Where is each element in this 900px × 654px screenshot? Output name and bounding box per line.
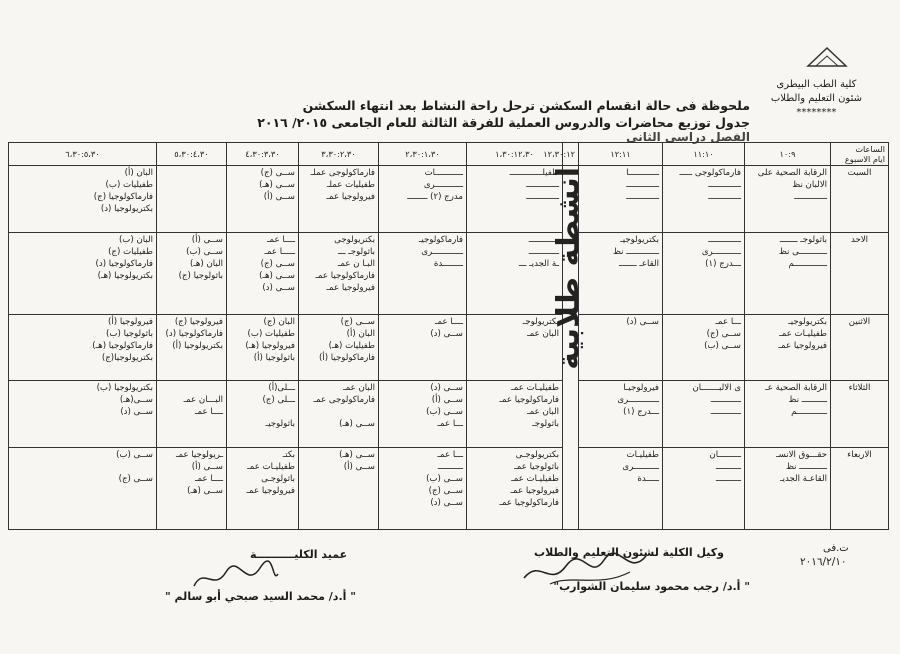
schedule-cell <box>745 381 831 448</box>
schedule-cell <box>9 166 157 233</box>
vice-dean-name: " أ.د/ رجب محمود سليمان الشوارب" <box>553 580 750 593</box>
session-entry: باثولوجيـ <box>265 419 295 430</box>
schedule-cell <box>467 232 563 314</box>
schedule-cell <box>157 166 227 233</box>
session-entry: ــــا عمـ <box>194 473 223 484</box>
schedule-cell <box>157 381 227 448</box>
session-entry: البـــان عمـ <box>183 395 223 406</box>
session-entry: ـــــــــــات <box>424 168 463 178</box>
schedule-cell <box>227 166 299 233</box>
session-entry: ــــــــــــ <box>710 395 741 406</box>
semester-label: الفصل دراسى الثانى <box>626 130 750 144</box>
session-entry <box>302 406 375 418</box>
session-entry: ــــــــــــا <box>626 168 659 178</box>
session-entry: البان عمـ <box>527 328 559 339</box>
schedule-cell <box>663 166 745 233</box>
session-entry: طفيلـــــــــــــ <box>509 168 559 178</box>
day-row <box>9 232 889 314</box>
schedule-cell <box>227 381 299 448</box>
session-entry: ـــدرج (١) <box>705 258 741 269</box>
session-entry: ـــــــــــــ <box>626 180 659 190</box>
schedule-cell <box>227 447 299 529</box>
schedule-cell <box>579 381 663 448</box>
schedule-table <box>8 142 889 530</box>
session-entry: فيرولوجيـا <box>623 383 659 394</box>
schedule-cell <box>299 166 379 233</box>
session-entry: ـــــــــــــ <box>526 192 559 202</box>
session-entry: البان (ج) <box>263 316 295 327</box>
session-entry: باثولوجيا عمـ <box>514 461 559 472</box>
session-entry: فارماكولوجيا (د) <box>165 328 223 339</box>
schedule-cell <box>379 166 467 233</box>
day-label: الاثنين <box>831 314 889 381</box>
session-entry: ســى (د) <box>120 407 153 418</box>
session-entry: طفيليـات عمـ <box>511 473 559 484</box>
dean-name: " أ.د/ محمد السيد صبحي أبو سالم " <box>165 590 356 603</box>
time-slot-header: ٦،٣٠:٥،٣٠ <box>9 143 157 166</box>
session-entry: فيرولوجيا (هـ) <box>245 340 295 351</box>
weekdays-label: ايام الاسبوع <box>844 154 885 164</box>
schedule-cell <box>299 447 379 529</box>
session-entry: ســى (د) <box>430 497 463 508</box>
session-entry: ــــــــــــ <box>528 234 559 245</box>
session-entry: ـــــــــــــ <box>626 192 659 202</box>
session-entry: فيرولوجيا (ج) <box>174 316 223 327</box>
session-entry: القاعـة الجديـ <box>780 473 827 484</box>
schedule-cell <box>299 314 379 381</box>
reference-label: ت.فى <box>823 543 849 554</box>
schedule-cell <box>227 232 299 314</box>
session-entry: ـريولوجيا عمـ <box>175 449 223 460</box>
schedule-cell <box>663 232 745 314</box>
session-entry: مدرج (٢) ــــــــ <box>407 192 463 202</box>
schedule-cell <box>157 314 227 381</box>
session-entry: فارماكولوجيا (هـ) <box>92 340 153 351</box>
session-entry: باثولوجيا (أ) <box>253 352 295 363</box>
time-slot-header: ١٠:٩ <box>745 143 831 166</box>
schedule-cell <box>299 232 379 314</box>
session-entry: ــــا عمـ <box>434 316 463 327</box>
session-entry: بكتريولوجيا (د) <box>100 204 153 214</box>
schedule-cell <box>663 381 745 448</box>
session-entry: بكتـ <box>282 449 295 460</box>
session-entry: ـــــــــــــ <box>794 192 827 202</box>
header-stars: ******** <box>796 107 837 118</box>
session-entry: فارماكولوجيا عمـ <box>499 497 559 508</box>
session-entry: ســى (ج) <box>428 485 463 496</box>
session-entry: فيرولوجيا عمـ <box>326 192 375 202</box>
session-entry: فارماكولوجيا (أ) <box>318 352 375 363</box>
session-entry: الرقابة الصحية عـ <box>765 383 827 394</box>
faculty-name: كلية الطب البيطرى <box>776 79 857 90</box>
session-entry: فيرولوجيا (أ) <box>108 316 153 327</box>
session-entry: ــــــــــــرى <box>421 246 463 257</box>
session-entry: فيرولوجيا عمـ <box>510 485 559 496</box>
session-entry: ســى (أ) <box>343 461 375 472</box>
schedule-cell <box>9 314 157 381</box>
day-label: الاحد <box>831 232 889 314</box>
schedule-cell <box>299 381 379 448</box>
session-entry: فارماكولوجيا عمـ <box>499 395 559 406</box>
session-entry: بكتريولوجيا (هـ) <box>97 270 153 281</box>
day-label: السبت <box>831 166 889 233</box>
session-entry: بكتريولوجـ <box>522 316 559 327</box>
session-entry: فارماكولوجيا (د) <box>95 258 153 269</box>
session-entry: ــــــــــ نظ <box>788 395 827 406</box>
session-entry: ى الالبـــــــان <box>692 383 741 394</box>
session-entry: طفيليـات <box>626 449 659 460</box>
session-entry: فيرولوجيا عمـ <box>246 485 295 496</box>
session-entry: ـــــــــــــ نظ <box>612 246 659 257</box>
session-entry: حقـــوق الانسـ <box>776 449 827 460</box>
session-entry: ســى (هـ) <box>339 449 375 460</box>
session-entry: ــــــــــــم <box>791 407 827 418</box>
student-activities-cell <box>551 166 586 530</box>
time-slot-header: ٤،٣٠:٣،٣٠ <box>227 143 299 166</box>
session-entry <box>160 382 223 394</box>
session-entry: ـة الجديـ ـــ <box>518 258 559 269</box>
schedule-cell <box>745 166 831 233</box>
time-slot-header: ٥،٣٠:٤،٣٠ <box>157 143 227 166</box>
session-entry: ســى (ج) <box>260 168 295 178</box>
session-entry: طفيليات (هـ) <box>328 340 375 351</box>
session-entry: ســى (ب) <box>116 449 153 460</box>
schedule-title: جدول توزيع محاضرات والدروس العملية للفرقة الثالثة للعام الجامعى ٢٠١٥/ ٢٠١٦ <box>257 115 750 130</box>
session-entry: ـــــــــــــ <box>708 234 741 245</box>
session-entry: بكتريولوجى <box>334 234 375 245</box>
schedule-cell <box>227 314 299 381</box>
hours-label: الساعات <box>855 144 885 154</box>
session-entry: طفيليات (ب) <box>105 180 153 190</box>
document-date: ٢٠١٦/٢/١٠ <box>800 556 847 568</box>
session-entry: فارماكولوجيا (ج) <box>93 192 153 202</box>
dean-signature-icon <box>190 560 280 596</box>
schedule-cell <box>579 314 663 381</box>
time-header-row <box>9 143 889 166</box>
time-slot-header: ١،٣٠:١٢،٣٠ <box>467 143 563 166</box>
session-entry: فارماكولوجى عمـ <box>313 395 375 406</box>
schedule-cell <box>745 314 831 381</box>
session-entry: باثولوجـ <box>532 419 559 430</box>
session-entry: البان عمـ <box>343 383 375 394</box>
schedule-cell <box>157 232 227 314</box>
schedule-cell <box>579 166 663 233</box>
vice-dean-signature-icon <box>520 548 650 594</box>
session-entry: ــــا عمـ <box>194 407 223 418</box>
schedule-cell <box>663 314 745 381</box>
day-row <box>9 166 889 233</box>
session-entry: ـــــــــان <box>709 449 741 460</box>
schedule-cell <box>579 447 663 529</box>
session-entry: طفيليات (ب) <box>247 328 295 339</box>
session-entry: ـــــــــــــم <box>788 258 827 269</box>
session-entry: ــــــــــــ <box>528 246 559 257</box>
session-entry: ســى (ب) <box>426 473 463 484</box>
session-entry: القاعـ ـــــــ <box>619 258 659 269</box>
session-entry: ــــــــــ <box>437 461 463 472</box>
session-entry: باثولوجـ ـــ <box>337 246 375 257</box>
session-entry: البـا ن عمـ <box>337 258 375 269</box>
schedule-cell <box>467 381 563 448</box>
session-entry: ســى (ب) <box>704 340 741 351</box>
session-entry: البان (أ) <box>346 328 375 339</box>
session-entry: ــــــــــــرى <box>617 395 659 406</box>
session-entry: بكتريولوجـى <box>515 449 559 460</box>
corner-cell <box>831 143 889 166</box>
session-entry: باثولوجـ ـــــــ <box>779 234 827 245</box>
session-entry: طفيليات عملـ <box>326 180 375 190</box>
session-entry: البان (أ) <box>124 168 153 178</box>
schedule-cell <box>745 447 831 529</box>
schedule-cell <box>379 232 467 314</box>
session-entry: طفيليـات عمـ <box>511 383 559 394</box>
session-entry: ســى (د) <box>626 316 659 327</box>
session-entry: بكتريولوجيـ <box>620 234 659 245</box>
session-entry: ــــــــــ <box>715 473 741 484</box>
session-entry: ســى (هـ) <box>259 270 295 281</box>
session-entry: باثولوجـى <box>261 473 295 484</box>
schedule-cell <box>467 447 563 529</box>
session-entry: ـــــــــــــ <box>708 192 741 202</box>
session-entry: ــــــــــ <box>715 461 741 472</box>
session-entry: ـــلى(أ) <box>268 383 295 394</box>
session-entry: فارماكولوجيا عمـ <box>315 270 375 281</box>
session-entry: ـــلى (ج) <box>262 395 295 406</box>
session-entry: طفيليـات عمـ <box>779 328 827 339</box>
time-slot-header: ٣،٣٠:٢،٣٠ <box>299 143 379 166</box>
time-slot-header: ١٢،٣٠:١٢ <box>563 143 579 166</box>
vice-dean-title: وكيل الكلية لشئون التعليم والطلاب <box>534 546 724 559</box>
dean-title: عميد الكليــــــــــة <box>250 548 348 561</box>
session-entry: ســى (أ) <box>191 461 223 472</box>
day-row <box>9 381 889 448</box>
time-slot-header: ٢،٣٠:١،٣٠ <box>379 143 467 166</box>
session-entry: ســى (أ) <box>191 234 223 245</box>
session-entry: ســى (ب) <box>426 407 463 418</box>
session-entry: ـــــــــــى نظ <box>778 246 827 257</box>
time-slot-header: ١٢:١١ <box>579 143 663 166</box>
session-entry: ــــــــــرى <box>622 461 659 472</box>
session-entry: ـــــــــــرى <box>423 180 463 190</box>
session-entry: ـــــدة <box>637 473 659 484</box>
day-row <box>9 447 889 529</box>
session-entry: ســى (ج) <box>260 258 295 269</box>
time-slot-header: ١١:١٠ <box>663 143 745 166</box>
session-entry: ـــدرج (١) <box>623 407 659 418</box>
session-entry: الرقابة الصحية على <box>757 168 827 178</box>
schedule-cell <box>663 447 745 529</box>
department-name: شئون التعليم والطلاب <box>770 93 862 104</box>
session-entry <box>230 406 295 418</box>
session-entry: ســى (أ) <box>263 192 295 202</box>
schedule-note: ملحوظة فى حالة انقسام السكشن ترحل راحة النشاط بعد انتهاء السكشن <box>302 98 750 113</box>
session-entry: ســى (د) <box>430 383 463 394</box>
schedule-cell <box>379 314 467 381</box>
session-entry: بكتريولوجيا(ج) <box>101 352 153 363</box>
session-entry: البان (هـ) <box>189 258 223 269</box>
session-entry: طفيليـات عمـ <box>247 461 295 472</box>
schedule-cell <box>579 232 663 314</box>
session-entry: فيرولوجيا عمـ <box>778 340 827 351</box>
session-entry: ـــا عمـ <box>437 419 463 430</box>
session-entry: البان عمـ <box>527 407 559 418</box>
schedule-cell <box>467 314 563 381</box>
day-label: الثلاثاء <box>831 381 889 448</box>
schedule-cell <box>9 381 157 448</box>
session-entry: فيرولوجيا عمـ <box>326 282 375 293</box>
schedule-cell <box>467 166 563 233</box>
session-entry: باثولوجيا (ج) <box>178 270 223 281</box>
session-entry: بكتريولوجيـ <box>788 316 827 327</box>
schedule-cell <box>9 232 157 314</box>
session-entry: باثولوجيا (ب) <box>106 328 153 339</box>
schedule-cell <box>157 447 227 529</box>
student-activities-label: انشطة طلابية <box>551 167 586 370</box>
day-row <box>9 314 889 381</box>
session-entry: ـــــــــــ نظ <box>786 461 827 472</box>
session-entry: ســى(هـ) <box>119 395 153 406</box>
faculty-logo-icon <box>806 46 848 68</box>
session-entry: ـــــــــــرى <box>701 246 741 257</box>
schedule-cell <box>745 232 831 314</box>
session-entry: فارماكولوجيـ <box>418 234 463 245</box>
session-entry: البان (ب) <box>118 234 153 245</box>
session-entry: بكتريولوجيا (ب) <box>96 383 153 394</box>
session-entry: ـــا عمـ <box>437 449 463 460</box>
session-entry: ــــــــدة <box>433 258 463 269</box>
session-entry: ـــا عمـ <box>715 316 741 327</box>
session-entry: ســى (ب) <box>186 246 223 257</box>
session-entry: ســى (هـ) <box>339 419 375 430</box>
session-entry: ـــــــــــــ <box>526 180 559 190</box>
schedule-cell <box>379 447 467 529</box>
session-entry: ســى (هـ) <box>259 180 295 190</box>
session-entry: ــــــــــــ <box>710 407 741 418</box>
session-entry: ســى (ج) <box>706 328 741 339</box>
session-entry: ســى (ج) <box>340 316 375 327</box>
session-entry: طفيليات (ج) <box>108 246 153 257</box>
session-entry: ســى (هـ) <box>187 485 223 496</box>
session-entry: الالبان نظ <box>792 180 827 190</box>
session-entry: ــــا عمـ <box>266 234 295 245</box>
session-entry: ـــــــــــــ <box>708 180 741 190</box>
session-entry: بكتريولوجيا (أ) <box>172 340 223 351</box>
session-entry: ســى (د) <box>430 328 463 339</box>
schedule-cell <box>379 381 467 448</box>
session-entry: ـــــا عمـ <box>264 246 295 257</box>
session-entry: ســى (أ) <box>431 395 463 406</box>
session-entry: ســى (د) <box>262 282 295 293</box>
session-entry: فارماكولوجى عملـ <box>310 168 375 178</box>
session-entry: فارماكولوجى ـــــ <box>679 168 741 178</box>
session-entry: ســى (ج) <box>118 473 153 484</box>
session-entry <box>12 461 153 473</box>
schedule-cell <box>9 447 157 529</box>
faculty-header <box>771 78 862 120</box>
day-label: الاربعاء <box>831 447 889 529</box>
